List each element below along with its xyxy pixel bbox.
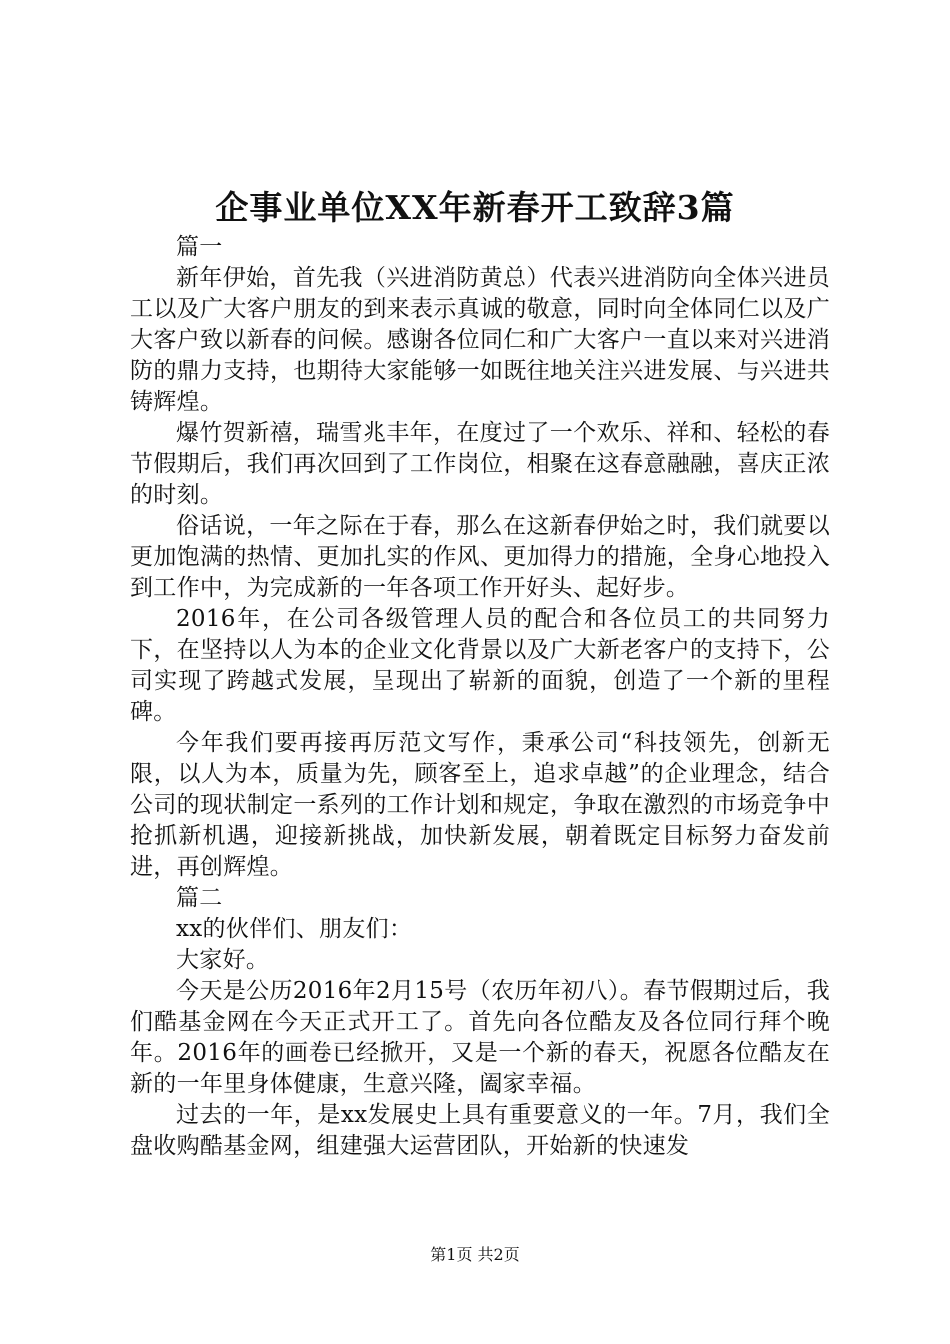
- greeting: 大家好。: [176, 947, 270, 973]
- page-number-footer: 第1页 共2页: [430, 1245, 520, 1264]
- document-title: 企事业单位XX年新春开工致辞3篇: [215, 188, 735, 227]
- section-heading: 篇一: [176, 234, 223, 260]
- body-paragraph: 今天是公历2016年2月15号（农历年初八）。春节假期过后，我们酷基金网在今天正式开工了。首先向各位酷友及各位同行拜个晚年。2016年的画卷已经掀开，又是一个新的春天，祝愿各位酷友在新的一年里身体健康，生意兴隆，阖家幸福。: [130, 978, 830, 1097]
- body-paragraph: 新年伊始，首先我（兴进消防黄总）代表兴进消防向全体兴进员工以及广大客户朋友的到来表示真诚的敬意，同时向全体同仁以及广大客户致以新春的问候。感谢各位同仁和广大客户一直以来对兴进消防的鼎力支持，也期待大家能够一如既往地关注兴进发展、与兴进共铸辉煌。: [130, 265, 830, 415]
- document-body: [130, 232, 830, 1162]
- salutation: xx的伙伴们、朋友们：: [176, 916, 413, 942]
- body-paragraph: 2016年，在公司各级管理人员的配合和各位员工的共同努力下，在坚持以人为本的企业文化背景以及广大新老客户的支持下，公司实现了跨越式发展，呈现出了崭新的面貌，创造了一个新的里程碑。: [130, 606, 830, 725]
- body-paragraph: 今年我们要再接再厉范文写作，秉承公司“科技领先，创新无限，以人为本，质量为先，顾客至上，追求卓越”的企业理念，结合公司的现状制定一系列的工作计划和规定，争取在激烈的市场竞争中抢抓新机遇，迎接新挑战，加快新发展，朝着既定目标努力奋发前进，再创辉煌。: [130, 730, 830, 880]
- body-paragraph: 过去的一年，是xx发展史上具有重要意义的一年。7月，我们全盘收购酷基金网，组建强大运营团队，开始新的快速发: [130, 1102, 830, 1159]
- section-heading: 篇二: [176, 885, 223, 911]
- body-paragraph: 爆竹贺新禧，瑞雪兆丰年，在度过了一个欢乐、祥和、轻松的春节假期后，我们再次回到了工作岗位，相聚在这春意融融，喜庆正浓的时刻。: [130, 420, 830, 508]
- body-paragraph: 俗话说，一年之际在于春，那么在这新春伊始之时，我们就要以更加饱满的热情、更加扎实的作风、更加得力的措施，全身心地投入到工作中，为完成新的一年各项工作开好头、起好步。: [130, 513, 830, 601]
